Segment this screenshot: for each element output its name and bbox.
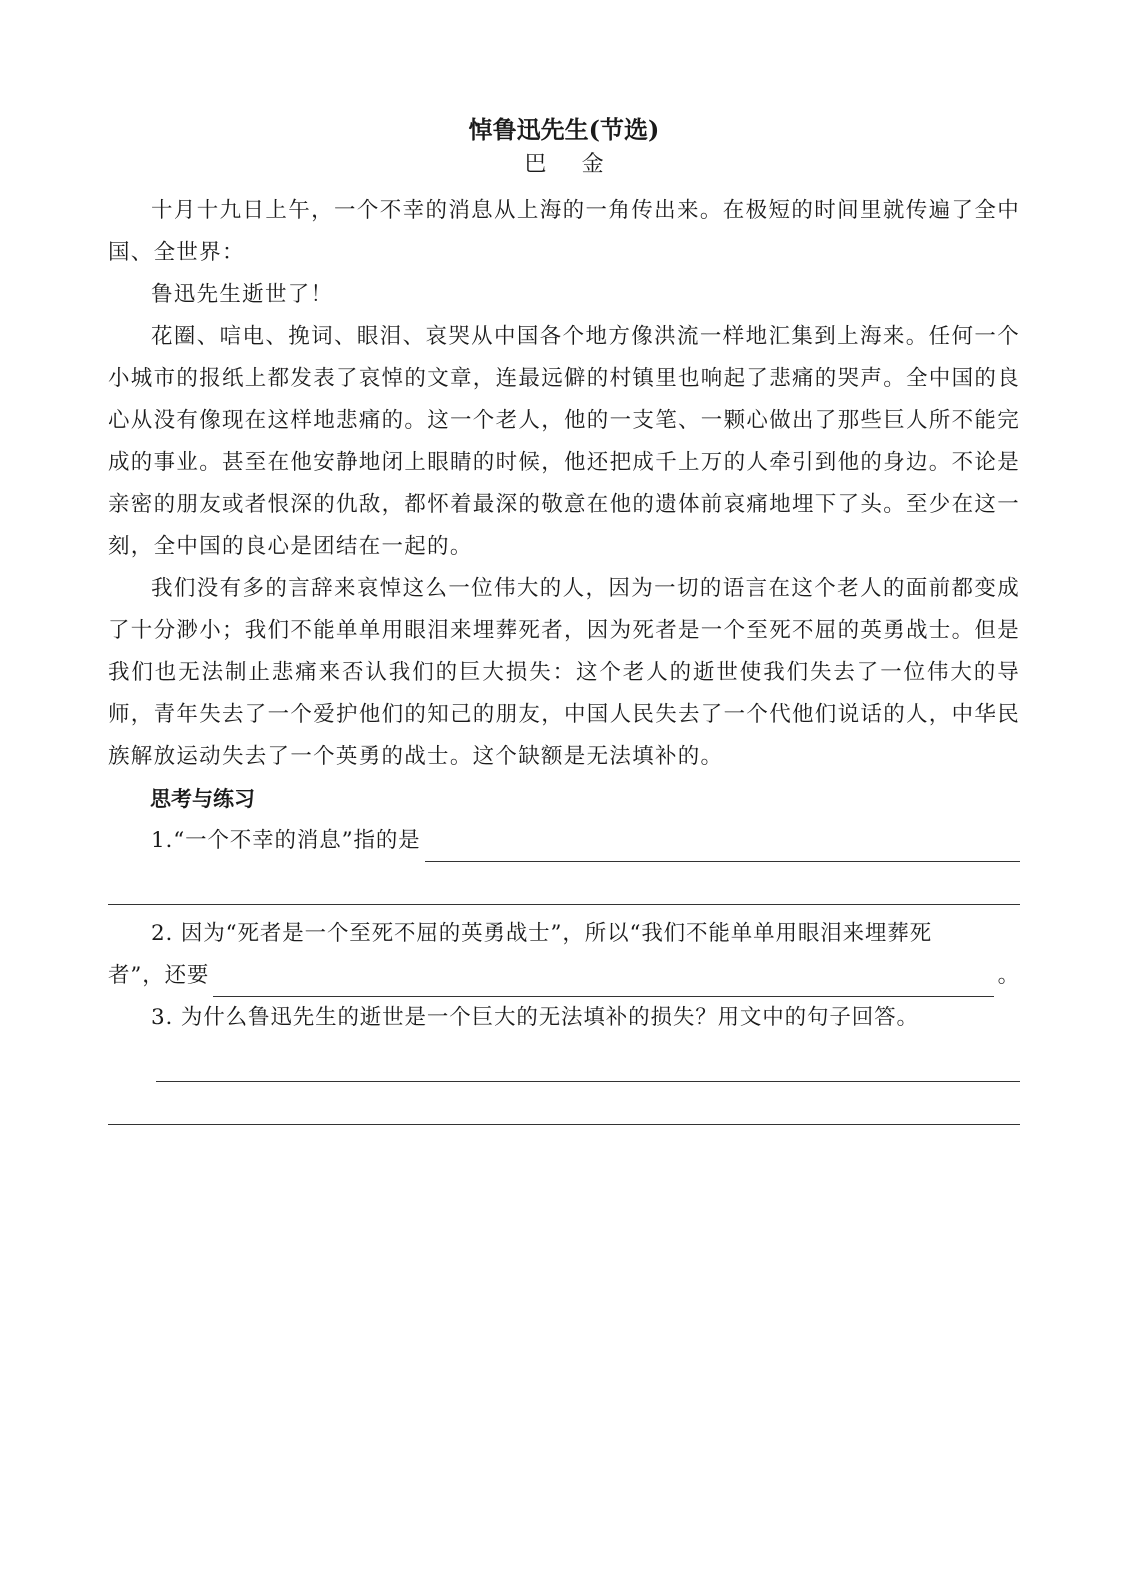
- question-2-end-mark: 。: [997, 963, 1020, 988]
- paragraph-1: 十月十九日上午，一个不幸的消息从上海的一角传出来。在极短的时间里就传遍了全中国、全世界：: [108, 198, 1020, 265]
- exercise-heading: 思考与练习: [150, 786, 255, 811]
- article-author: 巴金: [524, 152, 639, 177]
- paragraph-3: 花圈、唁电、挽词、眼泪、哀哭从中国各个地方像洪流一样地汇集到上海来。任何一个小城市的报纸上都发表了哀悼的文章，连最远僻的村镇里也响起了悲痛的哭声。全中国的良心从没有像现在这样地悲痛的。这一个老人，他的一支笔、一颗心做出了那些巨人所不能完成的事业。甚至在他安静地闭上眼睛的时候，他还把成千上万的人牵引到他的身边。不论是亲密的朋友或者恨深的仇敌，都怀着最深的敬意在他的遗体前哀痛地埋下了头。至少在这一刻，全中国的良心是团结在一起的。: [108, 324, 1020, 559]
- worksheet-page: [108, 110, 1020, 1125]
- question-3: [108, 997, 1020, 1039]
- article-title: 悼鲁迅先生(节选): [468, 115, 660, 144]
- question-1: [108, 820, 1020, 862]
- paragraph-2: 鲁迅先生逝世了！: [151, 282, 334, 307]
- question-1-answer-line-2[interactable]: [108, 862, 1020, 905]
- question-2-answer-blank[interactable]: [213, 966, 993, 997]
- question-2-line-2: [108, 955, 1020, 997]
- question-1-answer-blank[interactable]: [425, 831, 1020, 862]
- question-2-text: 2. 因为“死者是一个至死不屈的英勇战士”，所以“我们不能单单用眼泪来埋葬死: [151, 921, 933, 946]
- question-2-text-cont: 者”，还要: [108, 963, 210, 988]
- paragraph-4: 我们没有多的言辞来哀悼这么一位伟大的人，因为一切的语言在这个老人的面前都变成了十分渺小；我们不能单单用眼泪来埋葬死者，因为死者是一个至死不屈的英勇战士。但是我们也无法制止悲痛来否认我们的巨大损失：这个老人的逝世使我们失去了一位伟大的导师，青年失去了一个爱护他们的知己的朋友，中国人民失去了一个代他们说话的人，中华民族解放运动失去了一个英勇的战士。这个缺额是无法填补的。: [108, 576, 1020, 769]
- question-1-text: 1.“一个不幸的消息”指的是: [151, 828, 421, 853]
- question-3-text: 3. 为什么鲁迅先生的逝世是一个巨大的无法填补的损失？用文中的句子回答。: [151, 1005, 919, 1030]
- question-3-answer-line-1[interactable]: [156, 1039, 1020, 1082]
- question-3-answer-line-2[interactable]: [108, 1082, 1020, 1125]
